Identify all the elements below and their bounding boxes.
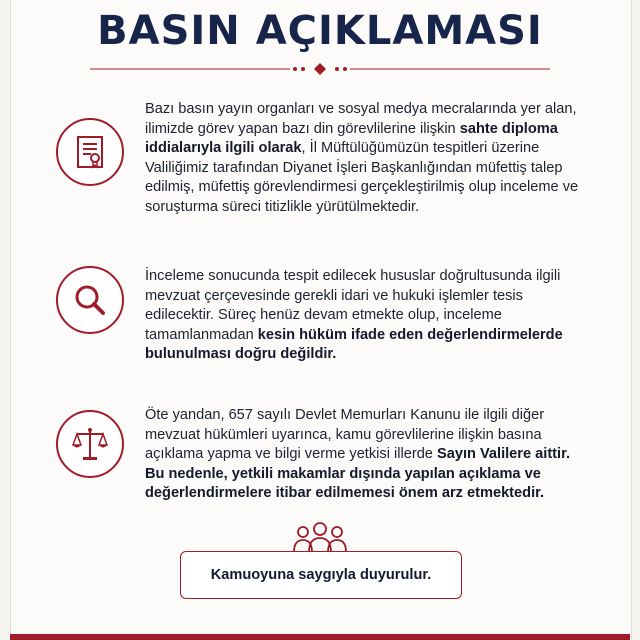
body-text: Öte yandan, 657 sayılı Devlet Memurları Kanunu ile ilgili diğer mevzuat hükümleri uyarınca, kamu görevlilerine ilişkin basına açıklama yapma ve bilgi verme yetkisi illerde	[145, 407, 545, 463]
paragraph-3	[145, 406, 585, 504]
emphasis-text: sahte diploma iddialarıyla ilgili olarak	[145, 120, 558, 157]
body-text: Bazı basın yayın organları ve sosyal medya mecralarında yer alan, ilimizde görev yapan bazı din görevlilerine ilişkin	[145, 101, 577, 137]
emphasis-text: Sayın Valilere aittir. Bu nedenle, yetkili makamlar dışında yapılan açıklama ve değerlendirmelere itibar edilmemesi önem arz etmektedir.	[145, 446, 571, 502]
closing-text: Kamuoyuna saygıyla duyurulur.	[210, 567, 432, 583]
magnifier-icon	[56, 266, 124, 334]
body-text: , İl Müftülüğümüzün tespitleri üzerine Valiliğimiz tarafından Diyanet İşleri Başkanlığından müfettiş talep edilmiş, müfettiş görevlendirmesi gerçekleştirilmiş olup inceleme ve soruşturma süreci titizlikle yürütülmektedir.	[145, 140, 579, 215]
body-text: İnceleme sonucunda tespit edilecek hususlar doğrultusunda ilgili mevzuat çerçevesinde gerekli idari ve hukuki işlemler tesis edilecektir. Süreç henüz devam etmekte olup, inceleme tamamlanmadan	[145, 268, 561, 343]
scales-icon	[56, 410, 124, 478]
ornament-divider	[90, 62, 550, 76]
paragraph-2	[145, 267, 585, 365]
emphasis-text: kesin hüküm ifade eden değerlendirmelerde bulunulması doğru değildir.	[145, 326, 563, 363]
closing-notice	[180, 551, 462, 599]
paragraph-1	[145, 100, 585, 218]
bottom-accent-bar	[10, 634, 630, 640]
certificate-icon	[56, 118, 124, 186]
page-title: BASIN AÇIKLAMASI	[97, 8, 543, 54]
